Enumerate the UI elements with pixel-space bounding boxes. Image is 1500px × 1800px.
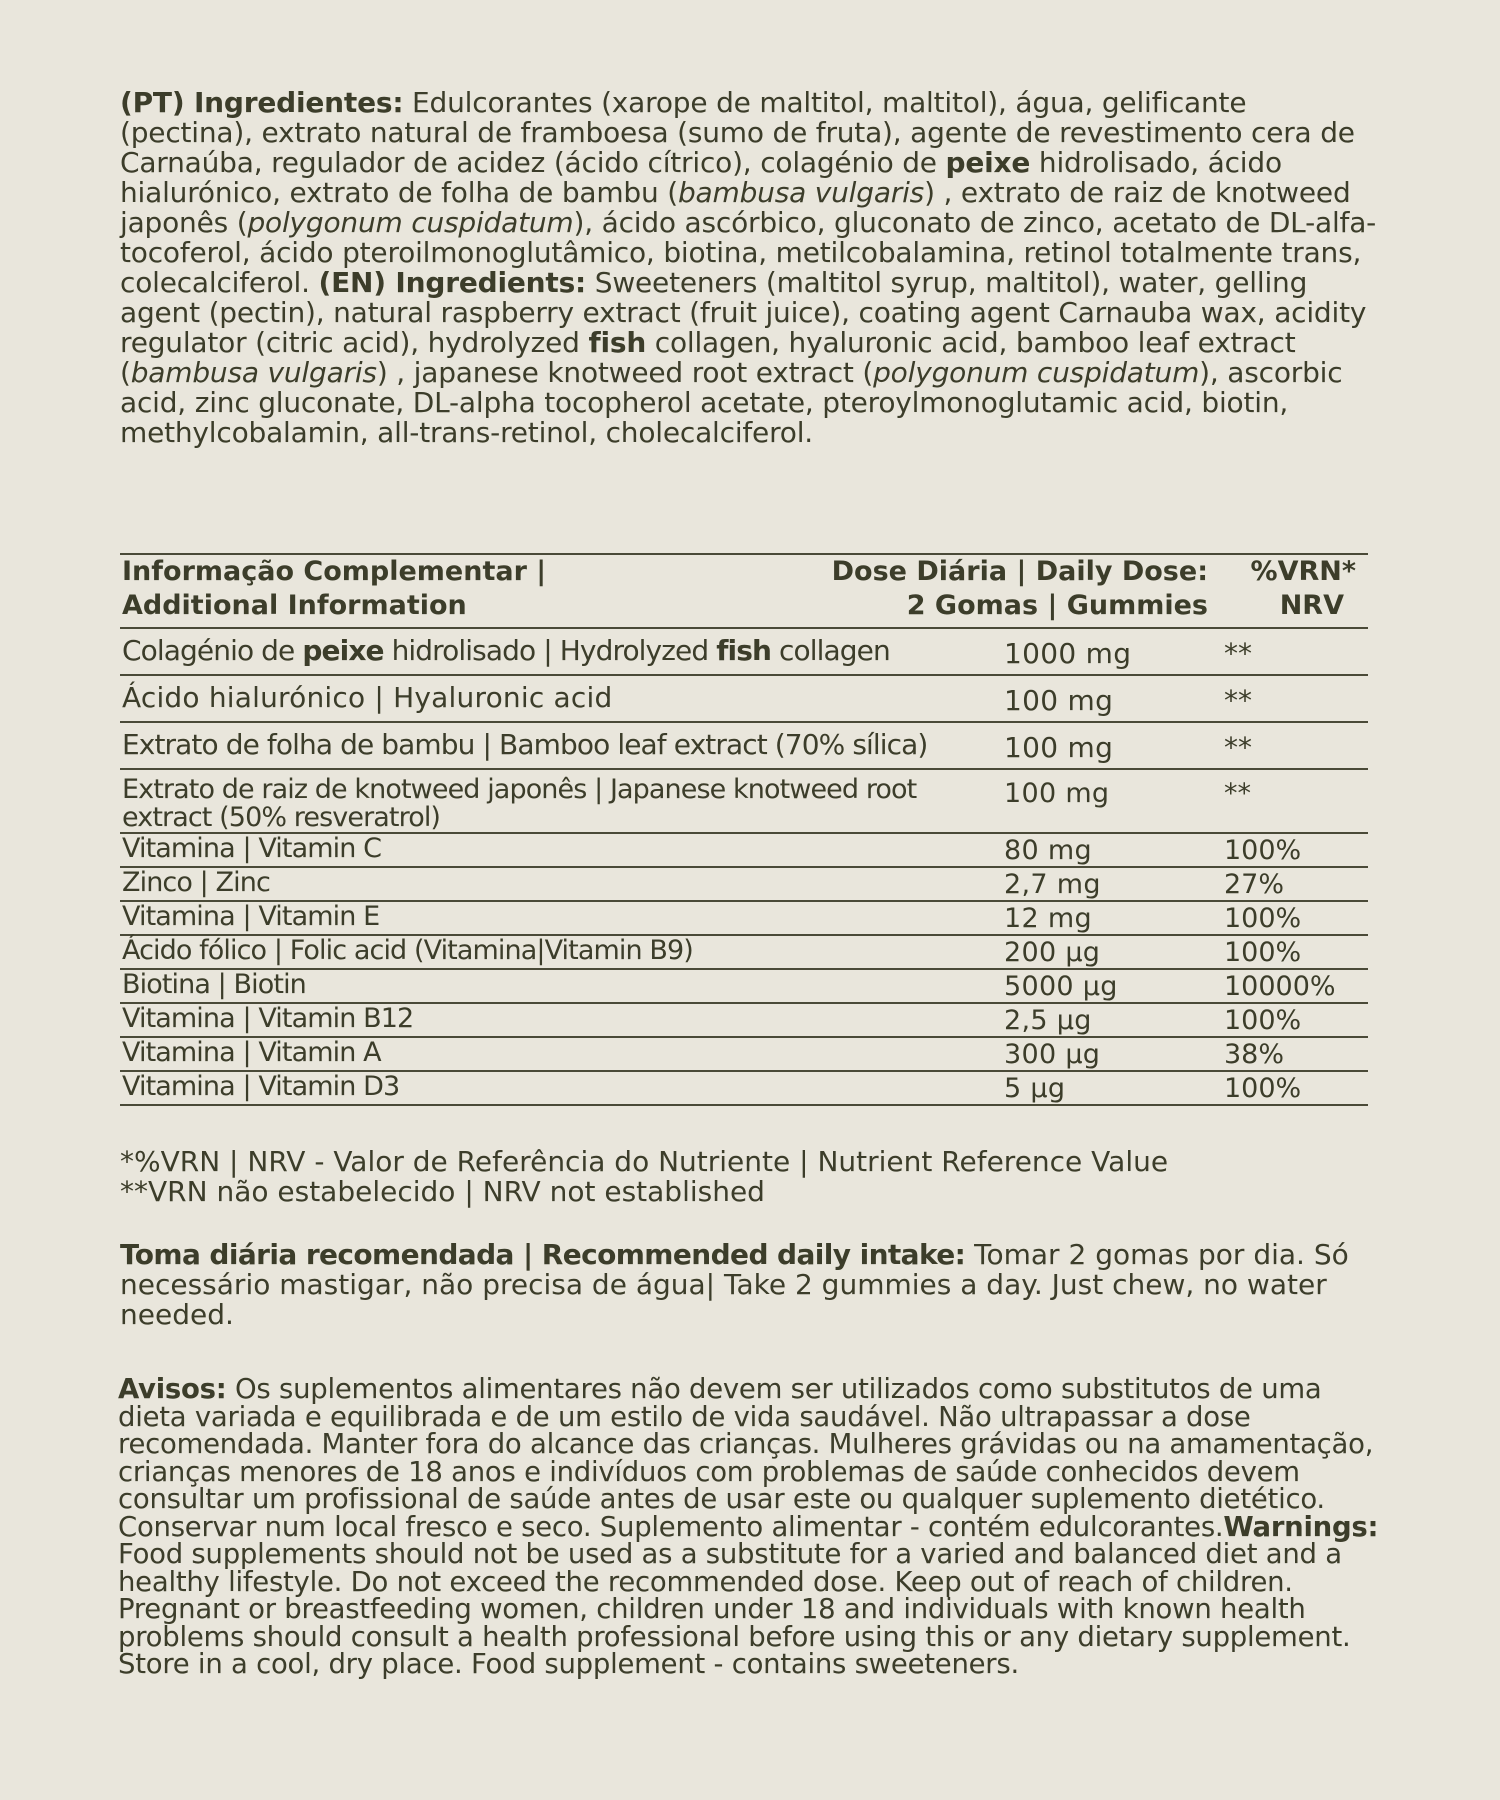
table-row	[120, 934, 1368, 968]
nutrient-dose: 80 mg	[1004, 835, 1092, 866]
nutrient-nrv: **	[1224, 684, 1252, 717]
table-row	[120, 1070, 1368, 1106]
nutrient-dose: 5 µg	[1004, 1073, 1066, 1104]
header-nrv-line1: %VRN*	[1250, 556, 1356, 587]
nutrient-dose: 2,7 mg	[1004, 869, 1101, 900]
ingredients-en-label: (EN) Ingredients:	[318, 266, 587, 299]
nutrient-nrv: **	[1224, 731, 1252, 764]
nutrient-name: Extrato de folha de bambu | Bamboo leaf extract (70% sílica)	[122, 728, 928, 761]
table-row	[120, 900, 1368, 934]
nutrient-name: Vitamina | Vitamin D3	[122, 1071, 400, 1102]
table-row	[120, 674, 1368, 721]
nutrient-nrv: 100%	[1224, 937, 1302, 968]
latin-name: bambusa vulgaris	[677, 176, 925, 209]
ingredients-pt-text: ), ácido ascórbico, gluconato de zinco, acetato de DL-alfa-tocoferol, ácido pteroilmonoglutâmico, biotina, metilcobalamina, retinol totalmente trans, colecalciferol.	[120, 206, 1377, 299]
nutrient-nrv: 27%	[1224, 869, 1285, 900]
nutrient-name: Vitamina | Vitamin E	[122, 901, 380, 932]
nutrient-nrv: 100%	[1224, 1005, 1302, 1036]
nutrient-nrv: 100%	[1224, 903, 1302, 934]
table-row	[120, 1036, 1368, 1070]
nutrient-nrv: 10000%	[1224, 971, 1336, 1002]
warnings-pt-label: Avisos:	[118, 1373, 227, 1405]
ingredients-en-text: collagen, hyaluronic acid, bamboo leaf extract (	[120, 326, 1296, 389]
ingredients-pt-text: Edulcorantes (xarope de maltitol, maltitol), água, gelificante (pectina), extrato natural de framboesa (sumo de fruta), agente de revestimento cera de Carnaúba, regulador de acidez (ácido cítrico), colagénio de	[120, 86, 1355, 179]
latin-name: polygonum cuspidatum	[873, 356, 1200, 389]
ingredients-en-text: ), ascorbic acid, zinc gluconate, DL-alpha tocopherol acetate, pteroylmonoglutamic acid, biotin, methylcobalamin, all-trans-retinol, cholecalciferol.	[120, 356, 1343, 449]
ingredients-paragraph	[120, 88, 1382, 448]
header-information-pt: Informação Complementar |	[122, 556, 547, 587]
table-row	[120, 721, 1368, 768]
nutrient-dose: 200 µg	[1004, 937, 1101, 968]
nutrient-dose: 300 µg	[1004, 1039, 1101, 1070]
recommended-intake	[120, 1240, 1382, 1330]
nutrient-name: Zinco | Zinc	[122, 867, 270, 898]
nutrient-dose: 2,5 µg	[1004, 1005, 1092, 1036]
table-row	[120, 866, 1368, 900]
nutrient-name: Extrato de raiz de knotweed japonês | Japanese knotweed root extract (50% resveratrol)	[122, 774, 917, 833]
table-row	[120, 968, 1368, 1002]
nutrient-name-part: Colagénio de	[122, 634, 303, 667]
intake-label: Toma diária recomendada | Recommended daily intake:	[120, 1238, 966, 1271]
allergen-fish-pt: peixe	[945, 146, 1031, 179]
ingredients-en-text: Sweeteners (maltitol syrup, maltitol), water, gelling agent (pectin), natural raspberry extract (fruit juice), coating agent Carnauba wax, acidity regulator (citric acid), hydrolyzed	[120, 266, 1367, 359]
table-header	[120, 555, 1368, 627]
header-daily-dose	[832, 555, 1208, 623]
latin-name: polygonum cuspidatum	[247, 206, 574, 239]
warnings-paragraph	[118, 1373, 1380, 1680]
intake-text: Tomar 2 gomas por dia. Só necessário mastigar, não precisa de água| Take 2 gummies a day. Just chew, no water needed.	[120, 1238, 1349, 1331]
nutrient-dose: 100 mg	[1004, 778, 1110, 809]
nutrient-name: Ácido hialurónico | Hyaluronic acid	[122, 681, 613, 714]
warnings-pt-text: Os suplementos alimentares não devem ser utilizados como substitutos de uma dieta variada e equilibrada e de um estilo de vida saudável. Não ultrapassar a dose recomendada. Manter fora do alcance das crianças. Mulheres grávidas ou na amamentação, crianças menores de 18 anos e indivíduos com problemas de saúde conhecidos devem consultar um profissional de saúde antes de usar este ou qualquer suplemento dietético. Conservar num local fresco e seco. Suplemento alimentar - contém edulcorantes.	[118, 1373, 1374, 1543]
table-row	[120, 627, 1368, 674]
header-information-en: Additional Information	[122, 590, 467, 621]
nutrient-dose: 100 mg	[1004, 731, 1114, 764]
header-daily-dose-line2: 2 Gomas | Gummies	[906, 590, 1208, 621]
nutrient-name: Ácido fólico | Folic acid (Vitamina|Vitamin B9)	[122, 935, 693, 966]
header-daily-dose-line1: Dose Diária | Daily Dose:	[831, 556, 1208, 587]
nutrient-nrv: **	[1224, 778, 1251, 809]
nutrient-nrv: 38%	[1224, 1039, 1285, 1070]
header-information	[122, 555, 546, 623]
footnotes	[120, 1147, 1382, 1207]
nutrient-dose: 1000 mg	[1004, 637, 1132, 670]
nutrient-name-part: collagen	[771, 634, 890, 667]
header-nrv	[1251, 555, 1356, 623]
nutrient-name-part: hidrolisado | Hydrolyzed	[383, 634, 717, 667]
allergen-fish-en: fish	[588, 326, 647, 359]
header-nrv-line2: NRV	[1279, 590, 1344, 621]
nutrient-name	[122, 634, 992, 667]
nutrient-nrv: 100%	[1224, 1073, 1302, 1104]
allergen-fish-en: fish	[716, 634, 772, 667]
nutrient-name: Vitamina | Vitamin B12	[122, 1003, 414, 1034]
latin-name: bambusa vulgaris	[130, 356, 377, 389]
nutrient-name: Biotina | Biotin	[122, 969, 306, 1000]
nutrient-dose: 100 mg	[1004, 684, 1114, 717]
nutrient-nrv: 100%	[1224, 835, 1302, 866]
ingredients-en-text: ) , japanese knotweed root extract (	[376, 356, 874, 389]
table-row	[120, 1002, 1368, 1036]
warnings-en-label: Warnings:	[1223, 1510, 1379, 1543]
warnings-en-text: Food supplements should not be used as a substitute for a varied and balanced diet and a healthy lifestyle. Do not exceed the recommended dose. Keep out of reach of children. Pregnant or breastfeeding women, children under 18 and individuals with known health problems should consult a health professional before using this or any dietary supplement. Store in a cool, dry place. Food supplement - contains sweeteners.	[118, 1538, 1351, 1680]
ingredients-pt-text: ) , extrato de raiz de knotweed japonês (	[120, 176, 1351, 239]
nutrient-name: Vitamina | Vitamin A	[122, 1037, 381, 1068]
nutrient-dose: 12 mg	[1004, 903, 1092, 934]
table-row	[120, 832, 1368, 866]
table-row	[120, 768, 1368, 832]
ingredients-pt-text: hidrolisado, ácido hialurónico, extrato de folha de bambu (	[120, 146, 1282, 209]
nutrient-dose: 5000 µg	[1004, 971, 1118, 1002]
nutrient-name: Vitamina | Vitamin C	[122, 833, 382, 864]
ingredients-pt-label: (PT) Ingredientes:	[120, 86, 404, 119]
nutrient-nrv: **	[1224, 637, 1252, 670]
allergen-fish-pt: peixe	[302, 634, 384, 667]
footnote-nrv: *%VRN | NRV - Valor de Referência do Nutriente | Nutrient Reference Value	[120, 1145, 1169, 1178]
footnote-not-established: **VRN não estabelecido | NRV not established	[120, 1175, 765, 1208]
nutrition-table	[120, 553, 1368, 1106]
